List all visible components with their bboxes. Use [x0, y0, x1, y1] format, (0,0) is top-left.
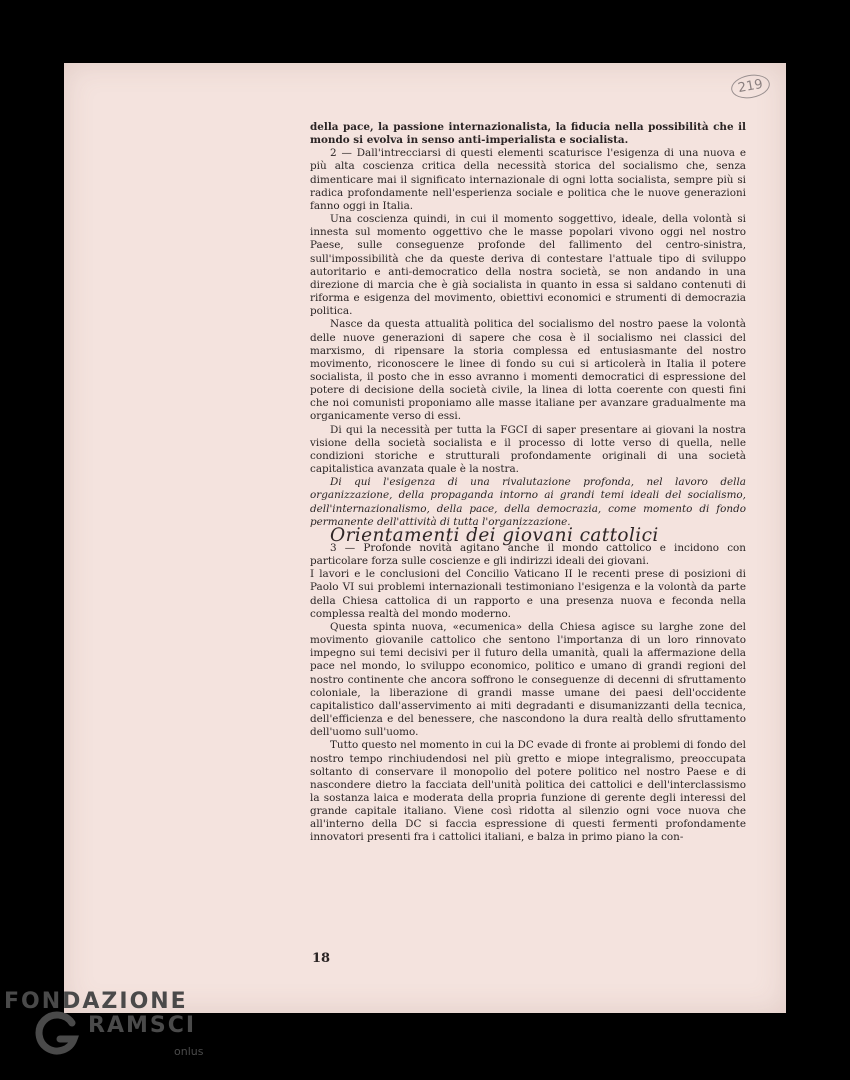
archive-number-stamp: 219	[729, 72, 771, 101]
document-page	[64, 63, 786, 1013]
fondazione-gramsci-logo	[0, 985, 230, 1080]
paragraph-italic-esigenza: Di qui l'esigenza di una rivalutazione profonda, nel lavoro della organizzazione, della propaganda intorno ai grandi temi ideali del socialismo, dell'internazionalismo, della pace, della democrazia, come momento di fondo permanente dell'attività di tutta l'organizzazione.	[310, 476, 746, 528]
logo-line-1: FONDAZIONE	[4, 989, 188, 1014]
paragraph-concilio: I lavori e le conclusioni del Concilio Vaticano II le recenti prese di posizioni di Paolo VI sui problemi internazionali testimoniano l'esigenza e la volontà da parte della Chiesa cattolica di un rapporto e una presenza nuova e feconda nella complessa realtà del mondo moderno.	[310, 568, 746, 620]
page-number: 18	[312, 951, 331, 966]
logo-sub: onlus	[174, 1045, 204, 1058]
paragraph-dc: Tutto questo nel momento in cui la DC evade di fronte ai problemi di fondo del nostro tempo rinchiudendosi nel più gretto e miope integralismo, preoccupata soltanto di conservare il monopolio del potere politico nel nostro Paese e di nascondere dietro la facciata dell'unità politica dei cattolici e dell'interclassismo la sostanza laica e moderata della propria funzione di gerente degli interessi del grande capitale italiano. Viene così ridotta al silenzio ogni voce nuova che all'interno della DC si faccia espressione di questi fermenti profondamente innovatori presenti fra i cattolici italiani, e balza in primo piano la con-	[310, 739, 746, 844]
paragraph-continuation: della pace, la passione internazionalista, la fiducia nella possibilità che il mondo si evolva in senso anti-imperialista e socialista.	[310, 121, 746, 147]
paragraph-ecumenica: Questa spinta nuova, «ecumenica» della Chiesa agisce su larghe zone del movimento giovanile cattolico che sentono l'importanza di un loro rinnovato impegno sui temi decisivi per il futuro della umanità, quali la affermazione della pace nel mondo, lo sviluppo economico, politico e umano di grandi regioni del nostro continente che ancora soffrono le conseguenze di decenni di sfruttamento coloniale, la liberazione di grandi masse umane dei paesi dell'occidente capitalistico dall'asservimento ai miti degradanti e disumanizzanti della tecnica, dell'efficienza e del benessere, che nascondono la dura realtà dello sfruttamento dell'uomo sull'uomo.	[310, 620, 746, 739]
paragraph-2: 2 — Dall'intrecciarsi di questi elementi scaturisce l'esigenza di una nuova e più alta coscienza critica della necessità storica del socialismo che, senza dimenticare mai il significato internazionale di ogni lotta socialista, sempre più si radica profondamente nell'esperienza sociale e politica che le nuove generazioni fanno oggi in Italia.	[310, 147, 746, 212]
paragraph-nasce: Nasce da questa attualità politica del socialismo del nostro paese la volontà delle nuove generazioni di sapere che cosa è il socialismo nei classici del marxismo, di ripensare la storia complessa ed entusiasmante del nostro movimento, riconoscere le linee di fondo su cui si articolerà in Italia il potere socialista, il posto che in esso avranno i momenti democratici di espressione del potere di decisione della società civile, la linea di lotta coerente con questi fini che noi comunisti proponiamo alle masse italiane per avanzare gradualmente ma organicamente verso di essi.	[310, 318, 746, 423]
paragraph-coscienza: Una coscienza quindi, in cui il momento soggettivo, ideale, della volontà si innesta sul momento oggettivo che le masse popolari vivono oggi nel nostro Paese, sulle conseguenze profonde del fallimento del centro-sinistra, sull'impossibilità che da queste deriva di contestare l'attuale tipo di sviluppo autoritario e anti-democratico della nostra società, se non andando in una direzione di marcia che è già socialista in quanto in essa si saldano contenuti di riforma e esigenza del movimento, obiettivi economici e strumenti di democrazia politica.	[310, 213, 746, 318]
body-text	[310, 121, 746, 845]
paragraph-fgci: Di qui la necessità per tutta la FGCI di saper presentare ai giovani la nostra visione della società socialista e il processo di lotte verso di quella, nelle condizioni storiche e strutturali profondamente originali di una società capitalistica avanzata quale è la nostra.	[310, 423, 746, 476]
paragraph-3: 3 — Profonde novità agitano anche il mondo cattolico e incidono con particolare forza sulle coscienze e gli indirizzi ideali dei giovani.	[310, 542, 746, 568]
logo-line-2: RAMSCI	[88, 1013, 197, 1038]
section-heading: Orientamenti dei giovani cattolici	[330, 524, 659, 546]
logo-g-icon	[34, 1011, 80, 1057]
